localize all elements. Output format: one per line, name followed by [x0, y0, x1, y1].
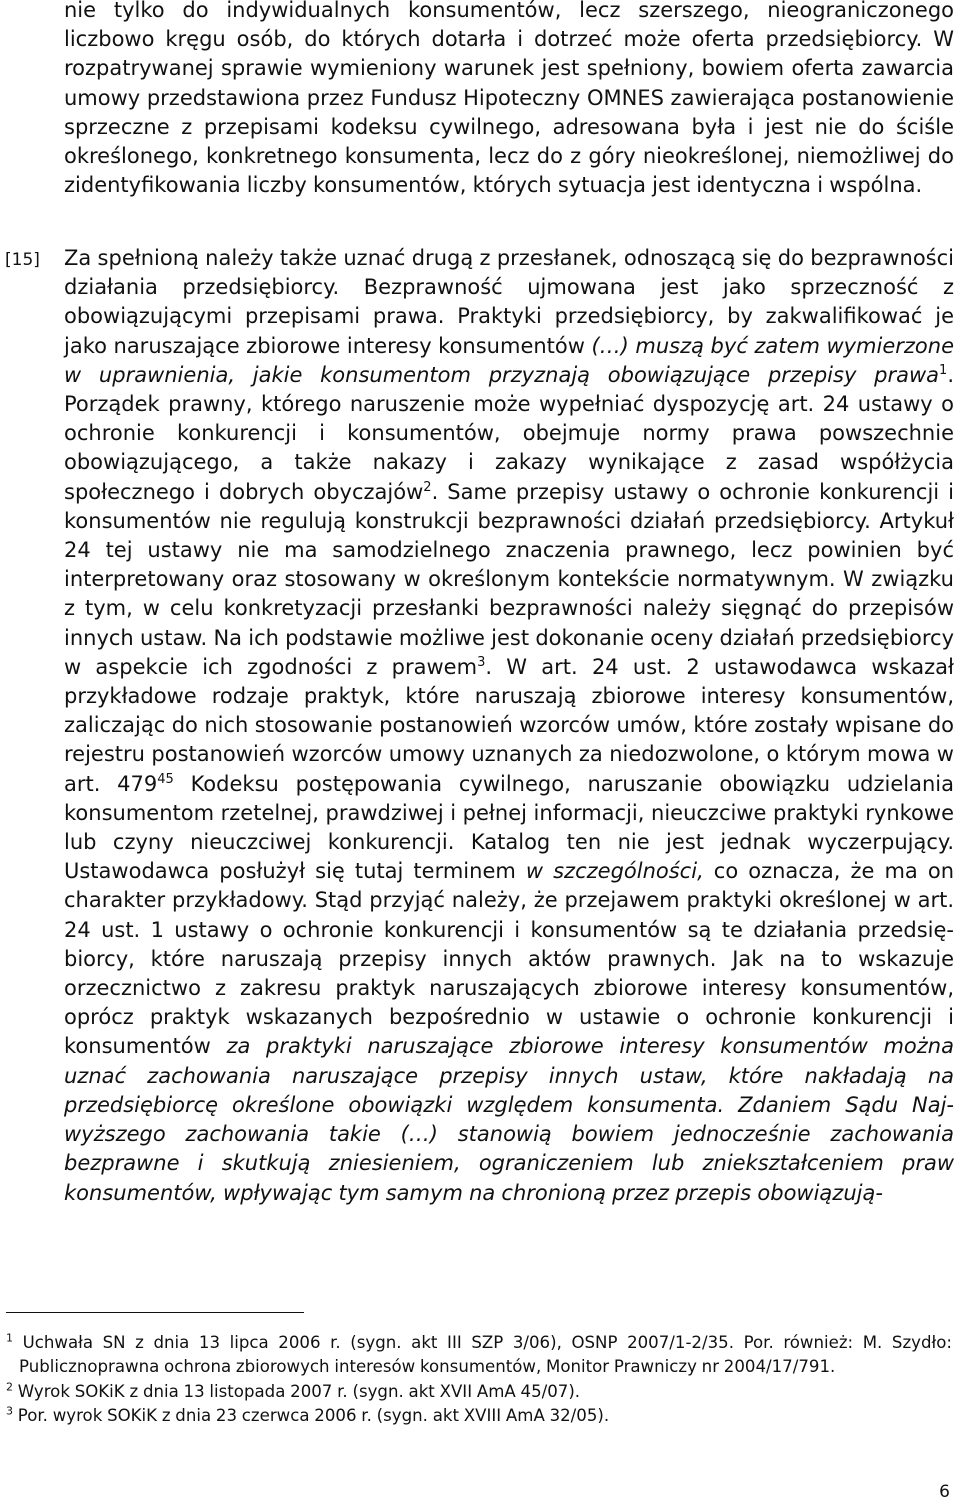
paragraph-number: [15] — [5, 250, 40, 270]
text-segment: . Same przepisy ustawy o ochronie konkurencji i konsumentów nie regulują konstrukcji bezprawności działań przedsiębiorcy. Artykuł 24 tej ustawy nie ma samodzielnego znaczenia prawnego, lecz powinien być interpretowany oraz stosowany w określonym kontekście normatywnym. W związku z tym, w celu konkretyzacji przesłanki bezprawności należy sięgnąć do przepisów innych ustaw. Na ich podstawie możliwe jest dokonanie oceny działań przedsiębiorcy w aspekcie ich zgodności z prawem — [64, 479, 954, 679]
footnote-number: 3 — [6, 1404, 13, 1418]
footnotes — [6, 1331, 952, 1429]
footnote-text: Wyrok SOKiK z dnia 13 listopada 2007 r. (sygn. akt XVII AmA 45/07). — [17, 1381, 581, 1401]
footnote-3 — [6, 1404, 952, 1428]
paragraph-15-text — [64, 244, 954, 1208]
text-segment: Kodeksu postępowania cywilnego, naruszanie obowiązku udzielania konsumentom rzetelnej, prawdziwej i pełnej informacji, nieuczciwe praktyki rynkowe lub czyny nieuczciwej konkurencji. Katalog ten nie jest jednak wyczerpujący. Ustawodawca posłużył się tutaj terminem — [64, 771, 954, 884]
footnote-text: Uchwała SN z dnia 13 lipca 2006 r. (sygn. akt III SZP 3/06), OSNP 2007/1-2/35. Por. również: M. Szydło: Publicznoprawna ochrona zbiorowych interesów konsumentów, Monitor Prawniczy nr 2004/17/791. — [19, 1333, 952, 1377]
footnote-divider — [6, 1312, 304, 1313]
footnote-ref-2[interactable]: 2 — [423, 479, 432, 495]
footnote-text: Por. wyrok SOKiK z dnia 23 czerwca 2006 r. (sygn. akt XVIII AmA 32/05). — [17, 1406, 610, 1426]
footnote-1 — [6, 1331, 952, 1380]
paragraph-continued-text: nie tylko do indywidualnych konsumentów, lecz szerszego, nieograniczonego liczbowo kręgu osób, do których dotarła i dotrzeć może oferta przedsiębiorcy. W rozpatrywanej sprawie wymieniony warunek jest spełniony, bowiem oferta zawarcia umowy przedstawiona przez Fundusz Hipoteczny OMNES zawierająca postanowienie sprzeczne z przepisami kodeksu cywilnego, adresowana była i jest nie do ściśle określonego, konkretnego konsumenta, lecz do z góry nieokreślonej, niemożliwej do zidentyfikowania liczby konsumentów, których sytuacja jest identyczna i wspólna. — [64, 0, 954, 198]
article-superscript: 45 — [157, 771, 174, 787]
footnote-number: 2 — [6, 1380, 13, 1394]
footnote-ref-1[interactable]: 1 — [939, 362, 948, 378]
paragraph-continued — [64, 0, 954, 200]
text-segment: Za spełnioną należy także uznać drugą z przesłanek, odnoszącą się do bezprawności działania przedsiębiorcy. Bezprawność ujmowana jest jako sprzeczność z obowiązującymi przepisami prawa. Praktyki przedsiębiorcy, by zakwalifikować je jako naruszające zbiorowe interesy konsumentów — [64, 246, 954, 358]
footnote-number: 1 — [6, 1331, 13, 1345]
paragraph-15 — [64, 244, 954, 1208]
footnote-2 — [6, 1380, 952, 1404]
text-segment: . Porządek prawny, którego naruszenie może wypełniać dyspozycję art. 24 ustawy o ochronie konkurencji i konsumentów, obejmuje normy prawa powszechnie obowiązującego, a także nakazy i zakazy wynikające z zasad współżycia społecznego i dobrych obyczajów — [64, 362, 954, 504]
term-italic: w szczególności, — [525, 859, 704, 884]
text-segment: co oznacza, że ma on charakter przykładowy. Stąd przyjąć należy, że przejawem praktyki określonej w art. 24 ust. 1 ustawy o ochronie konkurencji i konsumentów są te działania przedsiębiorcy, które naruszają przepisy innych aktów prawnych. Jak na to wskazuje orzecznictwo z zakresu praktyk naruszających zbiorowe interesy konsumentów, oprócz praktyk wskazanych bezpośrednio w ustawie o ochronie konkurencji i konsumentów — [64, 859, 954, 1059]
quote-italic: (…) muszą być zatem wymierzone w uprawnienia, jakie konsumentom przyznają obowiązujące przepisy prawa — [64, 333, 954, 387]
page-number: 6 — [939, 1482, 950, 1502]
quote-italic: za praktyki naruszające zbiorowe interesy konsumentów można uznać zachowania naruszające przepisy innych ustaw, które nakładają na przedsiębiorcę określone obowiązki względem konsumenta. Zdaniem Sądu Najwyższego zachowania takie (…) stanowią bowiem jednocześnie zachowania bezprawne i skutkują zniesieniem, ograniczeniem lub zniekształceniem praw konsumentów, wpływając tym samym na chronioną przez przepis obowiązują- — [64, 1034, 954, 1205]
text-segment: . W art. 24 ust. 2 ustawodawca wskazał przykładowe rodzaje praktyk, które naruszają zbiorowe interesy konsumentów, zaliczając do nich stosowanie postanowień wzorców umów, które zostały wpisane do rejestru postanowień wzorców umowy uznanych za niedozwolone, o którym mowa w art. 479 — [64, 654, 954, 796]
footnote-ref-3[interactable]: 3 — [477, 654, 486, 670]
